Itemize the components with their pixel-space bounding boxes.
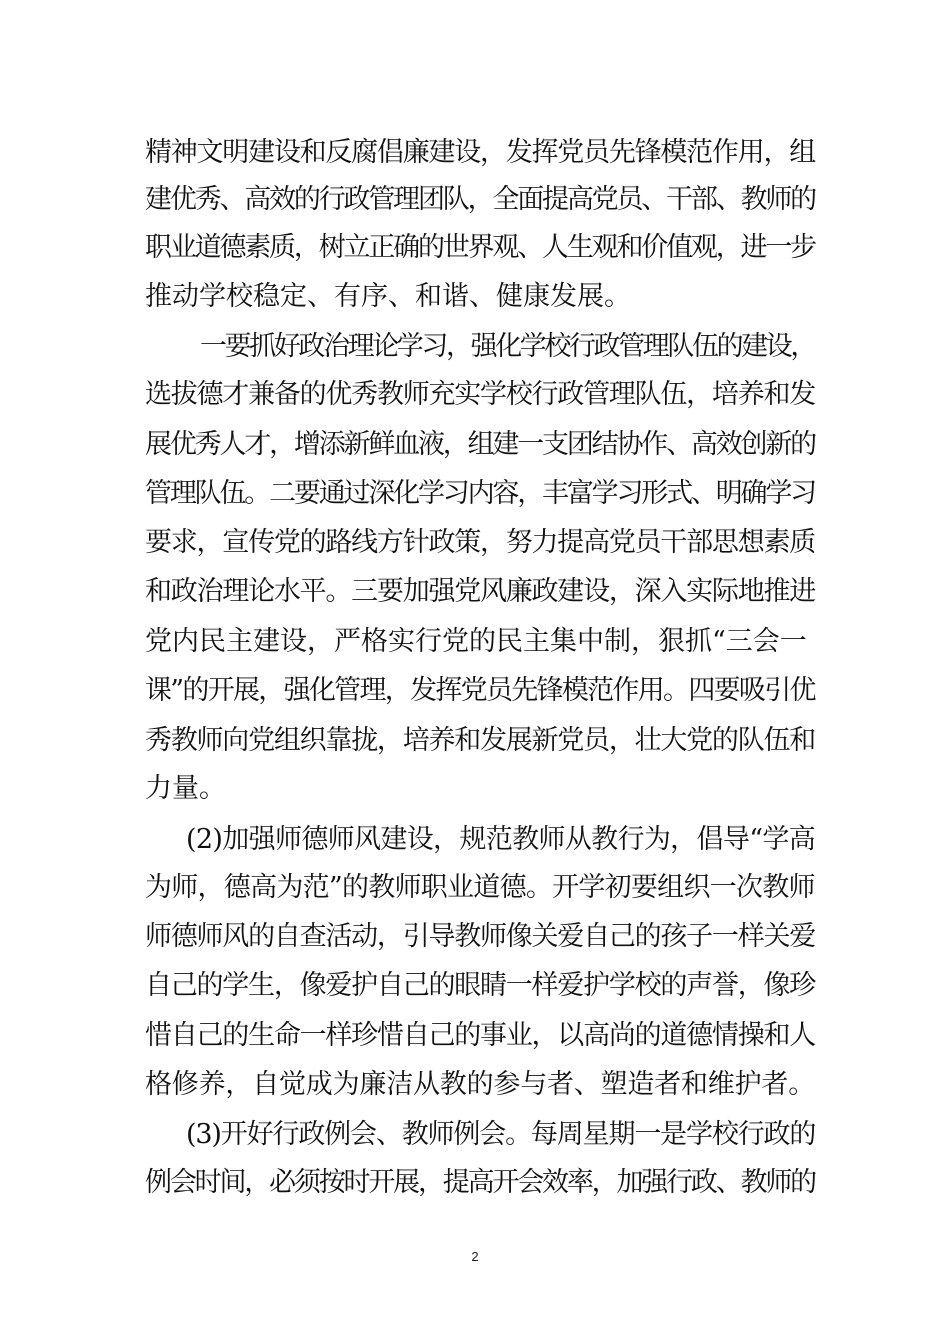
- paragraph-first-line: (2)加强师德师风建设，规范教师从教行为，倡导“学高: [186, 824, 816, 855]
- text-line: 惜自己的生命一样珍惜自己的事业，以高尚的道德情操和人: [145, 1020, 815, 1051]
- text-line: 职业道德素质，树立正确的世界观、人生观和价值观，进一步: [145, 232, 815, 263]
- text-line: 建优秀、高效的行政管理团队，全面提高党员、干部、教师的: [145, 184, 815, 215]
- text-line: 党内民主建设，严格实行党的民主集中制，狠抓“三会一: [145, 626, 807, 657]
- text-line: 例会时间，必须按时开展，提高开会效率，加强行政、教师的: [145, 1167, 815, 1198]
- text-line: 推动学校稳定、有序、和谐、健康发展。: [145, 281, 631, 312]
- text-line: 管理队伍。二要通过深化学习内容，丰富学习形式、明确学习: [145, 478, 815, 509]
- paragraph-first-line: (3)开好行政例会、教师例会。每周星期一是学校行政的: [186, 1119, 816, 1150]
- text-line: 师德师风的自查活动，引导教师像关爱自己的孩子一样关爱: [145, 921, 815, 952]
- paragraph-first-line: 一要抓好政治理论学习，强化学校行政管理队伍的建设，: [200, 331, 815, 362]
- text-line: 课”的开展，强化管理，发挥党员先锋模范作用。四要吸引优: [145, 675, 815, 706]
- text-line: 精神文明建设和反腐倡廉建设，发挥党员先锋模范作用，组: [145, 137, 815, 168]
- text-line: 展优秀人才，增添新鲜血液，组建一支团结协作、高效创新的: [145, 429, 815, 460]
- text-line: 选拔德才兼备的优秀教师充实学校行政管理队伍，培养和发: [145, 379, 815, 410]
- text-line: 和政治理论水平。三要加强党风廉政建设，深入实际地推进: [145, 576, 815, 607]
- text-line: 为师，德高为范”的教师职业道德。开学初要组织一次教师: [145, 872, 815, 903]
- text-line: 秀教师向党组织靠拢，培养和发展新党员，壮大党的队伍和: [145, 725, 815, 756]
- page-number: 2: [471, 1249, 479, 1264]
- text-line: 自己的学生，像爱护自己的眼睛一样爱护学校的声誉，像珍: [145, 970, 815, 1001]
- text-line: 力量。: [145, 773, 226, 804]
- text-line: 格修养，自觉成为廉洁从教的参与者、塑造者和维护者。: [145, 1069, 815, 1100]
- text-line: 要求，宣传党的路线方针政策，努力提高党员干部思想素质: [145, 527, 815, 558]
